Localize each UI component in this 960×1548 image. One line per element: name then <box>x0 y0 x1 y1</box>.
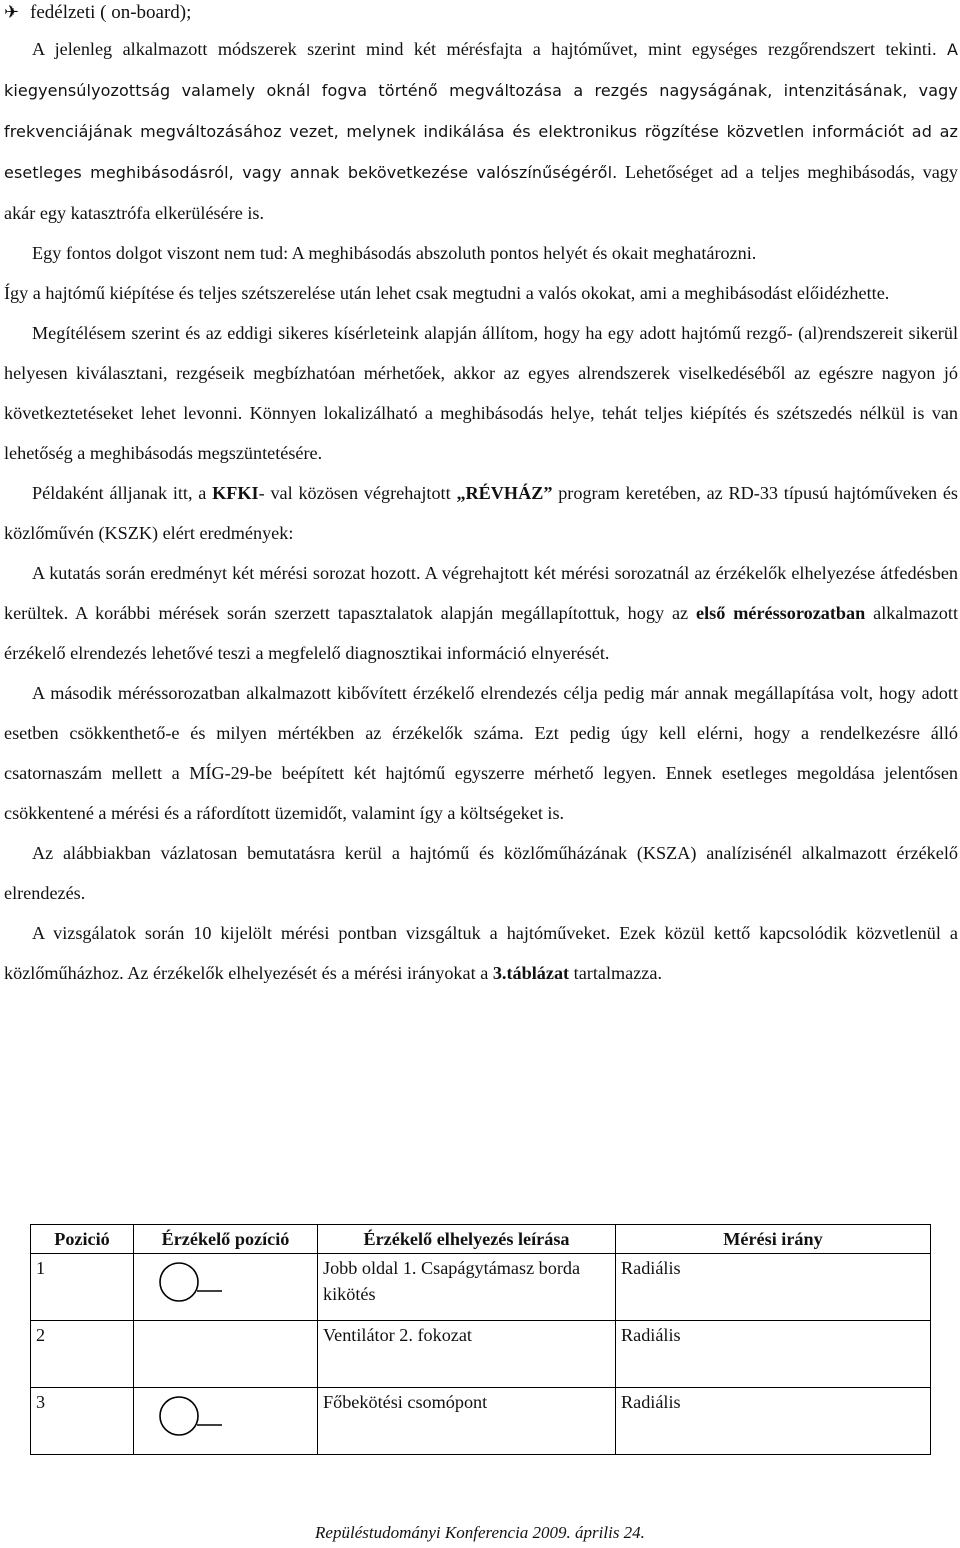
bullet-text: fedélzeti ( on-board); <box>30 2 192 23</box>
table-header-row <box>31 1225 931 1254</box>
example-text-c: - val közösen végrehajtott <box>258 483 457 503</box>
paragraph-intro-sans: A kiegyensúlyozottság valamely oknál fogva történő megváltozása a rezgés nagyságának, intenzitásának, vagy frekvenciájának megváltozásához vezet, melynek indikálása és elektronikus rögzítése közvetlen információt ad az esetleges meghibásodásról, vagy annak bekövetkezése valószínűségéről. <box>4 40 958 182</box>
research-text-a: A kutatás során eredményt két mérési sorozat hozott. A végrehajtott két mérési sorozatnál az érzékelők elhelyezése átfedésben kerültek. A korábbi mérések során szerzett tapasztalatok alapján megállapítottuk, hogy az <box>4 563 958 623</box>
paragraph-second-series <box>4 673 958 833</box>
sensor-symbol-icon <box>159 1262 229 1312</box>
example-text-a: Példaként álljanak itt, a <box>32 483 213 503</box>
cell-direction: Radiális <box>616 1321 931 1388</box>
paragraph-assessment: Megítélésem szerint és az eddigi sikeres kísérleteink alapján állítom, hogy ha egy adott hajtómű rezgő- (al)rendszereit sikerül helyesen kiválasztani, rezgéseik megbízhatóan mérhetőek, akkor az egyes alrendszerek viselkedéséből az egészre nagyon jó következtetéseket lehet levonni. Könnyen lokalizálható a meghibásodás helye, tehát teljes kiépítés és szétszedés nélkül is van lehetőség a meghibásodás megszüntetésére. <box>4 323 958 463</box>
sensor-table <box>30 1224 931 1455</box>
airplane-icon: ✈ <box>4 2 20 23</box>
revhaz-label: „RÉVHÁZ” <box>456 483 553 503</box>
paragraph-measurement-points <box>4 913 958 993</box>
header-placement-description: Érzékelő elhelyezés leírása <box>318 1225 616 1254</box>
cell-sensor-symbol <box>134 1388 318 1455</box>
bullet-item <box>4 0 191 26</box>
cell-direction: Radiális <box>616 1388 931 1455</box>
cell-sensor-symbol <box>134 1254 318 1321</box>
cell-description: Ventilátor 2. fokozat <box>318 1321 616 1388</box>
table-row <box>31 1388 931 1455</box>
cell-description: Jobb oldal 1. Csapágytámasz borda kikötés <box>318 1254 616 1321</box>
header-position: Pozició <box>31 1225 134 1254</box>
cell-position: 2 <box>31 1321 134 1388</box>
header-measurement-direction: Mérési irány <box>616 1225 931 1254</box>
paragraph-intro-end: Lehetőséget ad a teljes meghibásodás, vagy akár egy katasztrófa elkerülésére is. <box>4 162 958 223</box>
header-sensor-position: Érzékelő pozíció <box>134 1225 318 1254</box>
paragraph-intro-serif: A jelenleg alkalmazott módszerek szerint mind két mérésfajta a hajtóművet, mint egységes rezgőrendszert tekinti. <box>32 39 947 59</box>
cell-position: 1 <box>31 1254 134 1321</box>
research-text-c: alkalmazott érzékelő elrendezés lehetővé teszi a megfelelő diagnosztikai információ elnyerését. <box>4 603 958 663</box>
points-text-c: tartalmazza. <box>569 963 663 983</box>
second-series-text-a: A második méréssorozatban alkalmazott kibővített érzékelő elrendezés célja pedig már annak megállapítása volt, hogy adott esetben csökkenthető-e és milyen mértékben az érzékelők száma. Ezt pedig úgy kell elérni, hogy a rendelkezésre álló csatornaszám mellett a MÍG-29-be beépített két hajtómű egyszerre mérhető legyen. <box>4 683 958 783</box>
cell-position: 3 <box>31 1388 134 1455</box>
body-text <box>4 29 958 993</box>
cell-description: Főbekötési csomópont <box>318 1388 616 1455</box>
first-series-label: első méréssorozatban <box>696 603 866 623</box>
sensor-symbol-icon <box>159 1396 229 1446</box>
paragraph-disassembly: Így a hajtómű kiépítése és teljes szétszerelése után lehet csak megtudni a valós okokat, ami a meghibásodást előidézhette. <box>4 283 890 303</box>
table-row <box>31 1321 931 1388</box>
kfki-label: KFKI <box>212 483 259 503</box>
cell-sensor-symbol <box>134 1321 318 1388</box>
paragraph-overview: Az alábbiakban vázlatosan bemutatásra kerül a hajtómű és közlőműházának (KSZA) analízisénél alkalmazott érzékelő elrendezés. <box>4 843 958 903</box>
second-series-text-b: Ennek esetleges megoldása jelentősen csökkentené a mérési és a ráfordított üzemidőt, valamint így a költségeket is. <box>4 763 958 823</box>
table-row <box>31 1254 931 1321</box>
paragraph-intro <box>4 29 958 233</box>
example-text-e: program keretében, az RD-33 típusú hajtóműveken és közlőművén (KSZK) elért eredmények: <box>4 483 958 543</box>
paragraph-limitation: Egy fontos dolgot viszont nem tud: A meghibásodás abszoluth pontos helyét és okait meghatározni. <box>32 243 757 263</box>
cell-direction: Radiális <box>616 1254 931 1321</box>
table-reference: 3.táblázat <box>492 963 570 983</box>
paragraph-example <box>4 473 958 553</box>
points-text-a: A vizsgálatok során 10 kijelölt mérési pontban vizsgáltuk a hajtóműveket. Ezek közül kettő kapcsolódik közvetlenül a közlőműházhoz. Az érzékelők elhelyezését és a mérési irányokat a <box>4 923 958 983</box>
paragraph-research <box>4 553 958 673</box>
page-footer: Repüléstudományi Konferencia 2009. április 24. <box>315 1523 645 1542</box>
